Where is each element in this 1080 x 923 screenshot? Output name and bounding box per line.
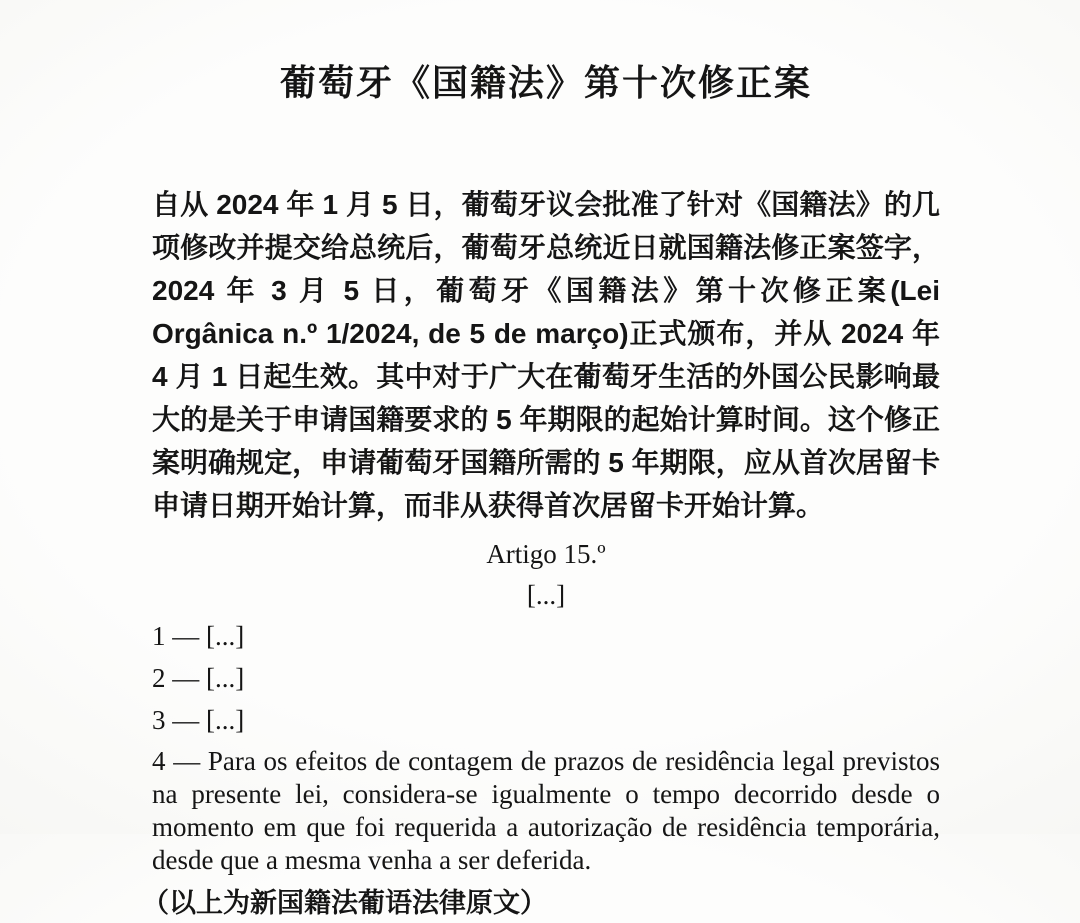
intro-paragraph: 自从 2024 年 1 月 5 日，葡萄牙议会批准了针对《国籍法》的几项修改并提交给总统后，葡萄牙总统近日就国籍法修正案签字，2024 年 3 月 5 日，葡萄牙《国籍法》第十次修正案(Lei Orgânica n.º 1/2024, de 5 de março)正式颁布，并从 2024 年 4 月 1 日起生效。其中对于广大在葡萄牙生活的外国公民影响最大的是关于申请国籍要求的 5 年期限的起始计算时间。这个修正案明确规定，申请葡萄牙国籍所需的 5 年期限，应从首次居留卡申请日期开始计算，而非从获得首次居留卡开始计算。 [152,189,940,521]
article-heading: Artigo 15.º [486,539,606,569]
clause-1: 1 — [...] [152,621,245,651]
clause-3: 3 — [...] [152,705,245,735]
article-ellipsis: [...] [526,580,566,610]
clause-list [152,616,940,877]
clause-4: 4 — Para os efeitos de contagem de prazos de residência legal previstos na presente lei, considera-se igualmente o tempo decorrido desde o momento em que foi requerida a autorização de residência temporária, desde que a mesma venha a ser deferida. [152,746,940,875]
footnote: （以上为新国籍法葡语法律原文） [142,888,547,918]
page-title: 葡萄牙《国籍法》第十次修正案 [279,62,812,103]
clause-2: 2 — [...] [152,663,245,693]
